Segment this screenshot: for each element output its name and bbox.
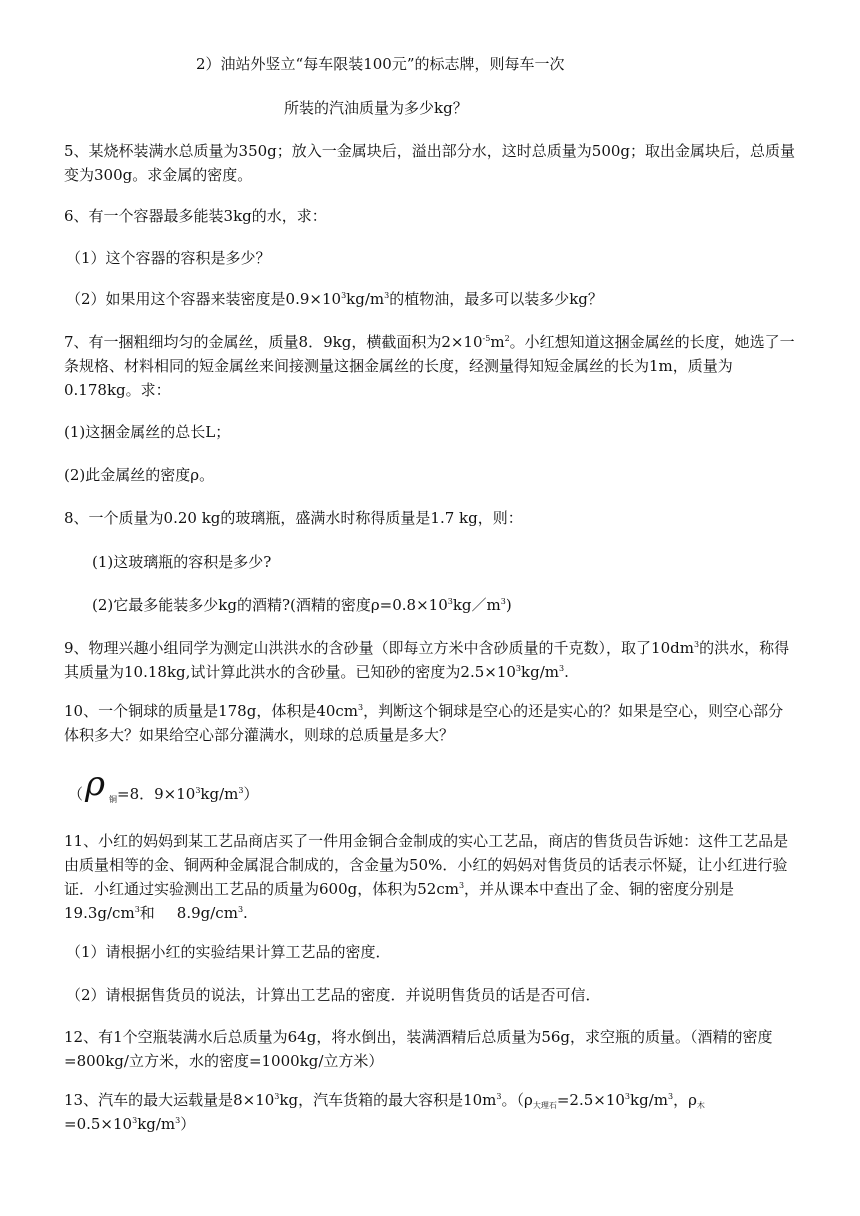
question-11-sub1: （1）请根据小红的实验结果计算工艺品的密度．: [66, 943, 391, 961]
exponent: 3: [500, 597, 506, 606]
exponent: 3: [274, 1092, 280, 1101]
text-segment: kg/m: [630, 1091, 668, 1109]
text-segment: 9、物理兴趣小组同学为测定山洪洪水的含砂量（即每立方米中含砂质量的千克数），取了10dm: [64, 639, 694, 657]
exponent: 3: [341, 291, 347, 300]
exponent: 3: [358, 703, 364, 712]
question-8-stem: 8、一个质量为0.20 kg的玻璃瓶，盛满水时称得质量是1.7 kg，则：: [64, 509, 523, 527]
exponent: 3: [667, 1092, 674, 1101]
text-segment: 。小红想知道这捆金属丝的长度，她选了一条规格、材料相同的短金属丝来间接测量这捆金属丝的长度，经测量得知短金属丝的长为1m，质量为0.178kg。求：: [64, 333, 795, 399]
text-segment: =0.5×10: [64, 1115, 133, 1133]
exponent: 3: [624, 1092, 631, 1101]
text-segment: =8．9×10: [117, 785, 196, 803]
exponent: 3: [496, 1092, 502, 1101]
text-segment: 13、汽车的最大运载量是8×10: [64, 1091, 275, 1109]
subscript: 铜: [109, 795, 118, 804]
text-segment: ，并从课本中查出了金、铜的密度分别是19.3g/cm: [64, 880, 735, 922]
question-10: [64, 699, 798, 747]
text-segment: 7、有一捆粗细均匀的金属丝，质量8．9kg，横截面积为2×10: [64, 333, 483, 351]
exponent: 3: [132, 1116, 138, 1125]
exponent: 3: [515, 664, 522, 673]
text-segment: 和: [139, 904, 155, 922]
question-5: 5、某烧杯装满水总质量为350g；放入一金属块后，溢出部分水，这时总质量为500g；取出金属块后，总质量变为300g。求金属的密度。: [64, 142, 796, 184]
question-7-sub2: (2)此金属丝的密度ρ。: [64, 466, 215, 484]
question-9: [64, 636, 798, 684]
question-13: [64, 1088, 798, 1136]
question-6-sub2: [66, 287, 806, 311]
subscript: 木: [696, 1101, 705, 1110]
text-segment: 8.9g/cm: [176, 904, 238, 922]
text-segment: 的洪水，称得其质量为10.18kg,试计算此洪水的含砂量。已知砂的密度为2.5×10: [64, 639, 790, 681]
q4-part2-line2: 所装的汽油质量为多少kg？: [284, 99, 468, 117]
question-11-sub2: （2）请根据售货员的说法，计算出工艺品的密度．并说明售货员的话是否可信．: [66, 986, 601, 1004]
text-segment: .: [243, 904, 248, 922]
text-segment: kg/m: [521, 663, 559, 681]
exponent: 3: [447, 597, 453, 606]
text-segment: ，ρ: [673, 1091, 697, 1109]
text-segment: 。（ρ: [501, 1091, 533, 1109]
exponent: 3: [195, 786, 201, 795]
exponent: 3: [175, 1116, 181, 1125]
question-10-density-note: [68, 764, 808, 806]
text-segment: （: [68, 785, 84, 803]
q4-part2-line1: 2）油站外竖立“每车限装100元”的标志牌，则每车一次: [196, 55, 565, 73]
question-8-sub1: (1)这玻璃瓶的容积是多少?: [92, 553, 272, 571]
question-7-sub1: (1)这捆金属丝的总长L；: [64, 423, 231, 441]
subscript: 大理石: [532, 1101, 557, 1110]
question-6-sub1: （1）这个容器的容积是多少？: [66, 249, 271, 267]
text-segment: ，判断这个铜球是空心的还是实心的？如果是空心，则空心部分体积多大？如果给空心部分灌满水，则球的总质量是多大？: [64, 702, 784, 744]
text-segment: m: [490, 333, 505, 351]
question-7: [64, 330, 798, 402]
text-segment: kg，汽车货箱的最大容积是10m: [279, 1091, 497, 1109]
exponent: 2: [504, 334, 510, 343]
exponent: 3: [558, 664, 565, 673]
question-8-sub2: [92, 593, 832, 617]
text-segment: 的植物油，最多可以装多少kg？: [389, 290, 603, 308]
exponent: 3: [134, 905, 140, 914]
text-segment: ）: [180, 1115, 196, 1133]
rho-symbol: ρ: [85, 764, 106, 804]
exponent: 3: [238, 786, 244, 795]
text-segment: ): [505, 596, 512, 614]
question-11: [64, 829, 798, 925]
question-6-stem: 6、有一个容器最多能装3kg的水，求：: [64, 207, 327, 225]
exponent: 3: [384, 291, 390, 300]
text-segment: 11、小红的妈妈到某工艺品商店买了一件用金铜合金制成的实心工艺品，商店的售货员告诉她：这件工艺品是由质量相等的金、铜两种金属混合制成的，含金量为50%．小红的妈妈对售货员的话表示怀疑，让小红进行验证．小红通过实验测出工艺品的质量为600g，体积为52cm: [64, 832, 789, 898]
text-segment: .: [564, 663, 569, 681]
exponent: 3: [693, 640, 700, 649]
text-segment: (2)它最多能装多少kg的酒精?(酒精的密度ρ=0.8×10: [92, 596, 448, 614]
text-segment: kg／m: [452, 596, 501, 614]
text-segment: ）: [243, 785, 259, 803]
text-segment: kg/m: [137, 1115, 176, 1133]
text-segment: 10、一个铜球的质量是178g，体积是40cm: [64, 702, 359, 720]
exponent: 3: [237, 905, 244, 914]
text-segment: kg/m: [200, 785, 239, 803]
question-12: 12、有1个空瓶装满水后总质量为64g，将水倒出，装满酒精后总质量为56g，求空瓶的质量。（酒精的密度=800kg/立方米，水的密度=1000kg/立方米）: [64, 1028, 773, 1070]
exponent: 3: [458, 881, 465, 890]
text-segment: =2.5×10: [556, 1091, 625, 1109]
text-segment: kg/m: [346, 290, 385, 308]
text-segment: （2）如果用这个容器来装密度是0.9×10: [66, 290, 342, 308]
exponent: -5: [482, 334, 491, 343]
